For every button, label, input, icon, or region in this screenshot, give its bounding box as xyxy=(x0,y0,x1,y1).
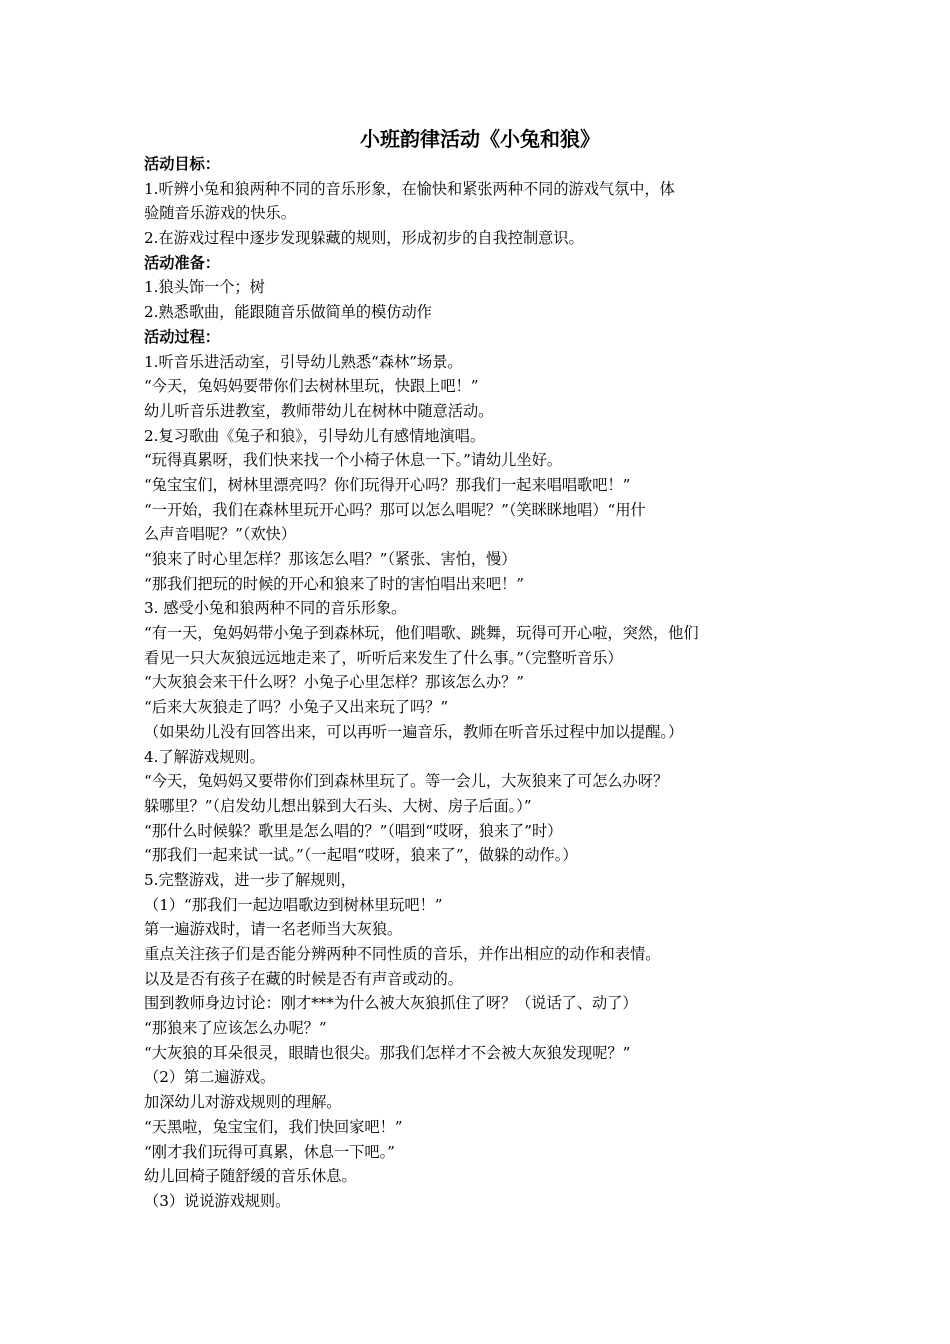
text-line: 3. 感受小兔和狼两种不同的音乐形象。 xyxy=(144,599,407,618)
text-line: 幼儿听音乐进教室，教师带幼儿在树林中随意活动。 xyxy=(144,401,494,420)
section-heading: 活动过程： xyxy=(144,327,220,346)
text-line: “今天，兔妈妈要带你们去树林里玩，快跟上吧！” xyxy=(144,377,479,396)
text-line: 重点关注孩子们是否能分辨两种不同性质的音乐，并作出相应的动作和表情。 xyxy=(144,945,661,963)
text-line: （1）“那我们一起边唱歌边到树林里玩吧！” xyxy=(144,895,443,914)
text-line: “一开始，我们在森林里玩开心吗？那可以怎么唱呢？”（笑眯眯地唱）“用什 xyxy=(144,500,646,519)
text-line: “大灰狼会来干什么呀？小兔子心里怎样？那该怎么办？” xyxy=(144,673,525,692)
text-line: 5.完整游戏，进一步了解规则， xyxy=(144,870,356,889)
text-line: “天黑啦，兔宝宝们，我们快回家吧！” xyxy=(144,1117,403,1136)
text-line: “那我们一起来试一试。”（一起唱“哎呀，狼来了”，做躲的动作。） xyxy=(144,846,578,865)
text-line: 幼儿回椅子随舒缓的音乐休息。 xyxy=(144,1167,357,1186)
section-heading: 活动目标： xyxy=(144,155,220,173)
text-line: “后来大灰狼走了吗？小兔子又出来玩了吗？” xyxy=(144,698,449,717)
text-line: 第一遍游戏时，请一名老师当大灰狼。 xyxy=(144,920,403,939)
text-line: “刚才我们玩得可真累，休息一下吧。” xyxy=(144,1142,395,1161)
text-line: “玩得真累呀，我们快来找一个小椅子休息一下。”请幼儿坐好。 xyxy=(144,451,562,470)
text-line: “那什么时候躲？歌里是怎么唱的？”（唱到“哎呀，狼来了”时） xyxy=(144,821,563,840)
text-line: 1.狼头饰一个；树 xyxy=(144,278,265,297)
text-line: 么声音唱呢？”（欢快） xyxy=(144,525,297,544)
text-line: 看见一只大灰狼远远地走来了，听听后来发生了什么事。”（完整听音乐） xyxy=(144,648,623,667)
text-line: （2）第二遍游戏。 xyxy=(144,1068,276,1087)
text-line: 1.听辨小兔和狼两种不同的音乐形象，在愉快和紧张两种不同的游戏气氛中，体 xyxy=(144,179,675,198)
text-line: 以及是否有孩子在藏的时候是否有声音或动的。 xyxy=(144,969,463,988)
text-line: 1.听音乐进活动室，引导幼儿熟悉“森林”场景。 xyxy=(144,352,463,371)
text-line: “那我们把玩的时候的开心和狼来了时的害怕唱出来吧！” xyxy=(144,574,525,593)
text-line: 2.复习歌曲《兔子和狼》，引导幼儿有感情地演唱。 xyxy=(144,426,486,445)
text-line: 验随音乐游戏的快乐。 xyxy=(144,204,296,223)
text-line: 躲哪里？”（启发幼儿想出躲到大石头、大树、房子后面。）” xyxy=(144,796,532,815)
text-line: “有一天，兔妈妈带小兔子到森林玩，他们唱歌、跳舞，玩得可开心啦，突然，他们 xyxy=(144,624,699,643)
text-line: 加深幼儿对游戏规则的理解。 xyxy=(144,1093,342,1112)
document-body xyxy=(144,152,816,1214)
text-line: （3）说说游戏规则。 xyxy=(144,1191,291,1210)
document-page xyxy=(144,126,816,1214)
text-line: “今天，兔妈妈又要带你们到森林里玩了。等一会儿，大灰狼来了可怎么办呀？ xyxy=(144,772,669,791)
text-line: 围到教师身边讨论：刚才***为什么被大灰狼抓住了呀？（说话了、动了） xyxy=(144,994,638,1013)
text-line: 2.熟悉歌曲，能跟随音乐做简单的模仿动作 xyxy=(144,303,432,322)
text-line: “兔宝宝们，树林里漂亮吗？你们玩得开心吗？那我们一起来唱唱歌吧！” xyxy=(144,475,631,494)
text-line: “大灰狼的耳朵很灵，眼睛也很尖。那我们怎样才不会被大灰狼发现呢？” xyxy=(144,1043,631,1062)
text-line: 4.了解游戏规则。 xyxy=(144,747,265,766)
section-heading: 活动准备： xyxy=(144,253,220,272)
text-line: （如果幼儿没有回答出来，可以再听一遍音乐，教师在听音乐过程中加以提醒。） xyxy=(144,722,684,741)
text-line: 2.在游戏过程中逐步发现躲藏的规则，形成初步的自我控制意识。 xyxy=(144,229,584,248)
document-title: 小班韵律活动《小兔和狼》 xyxy=(360,127,600,151)
text-line: “那狼来了应该怎么办呢？” xyxy=(144,1019,327,1038)
text-line: “狼来了时心里怎样？那该怎么唱？”（紧张、害怕，慢） xyxy=(144,550,517,568)
